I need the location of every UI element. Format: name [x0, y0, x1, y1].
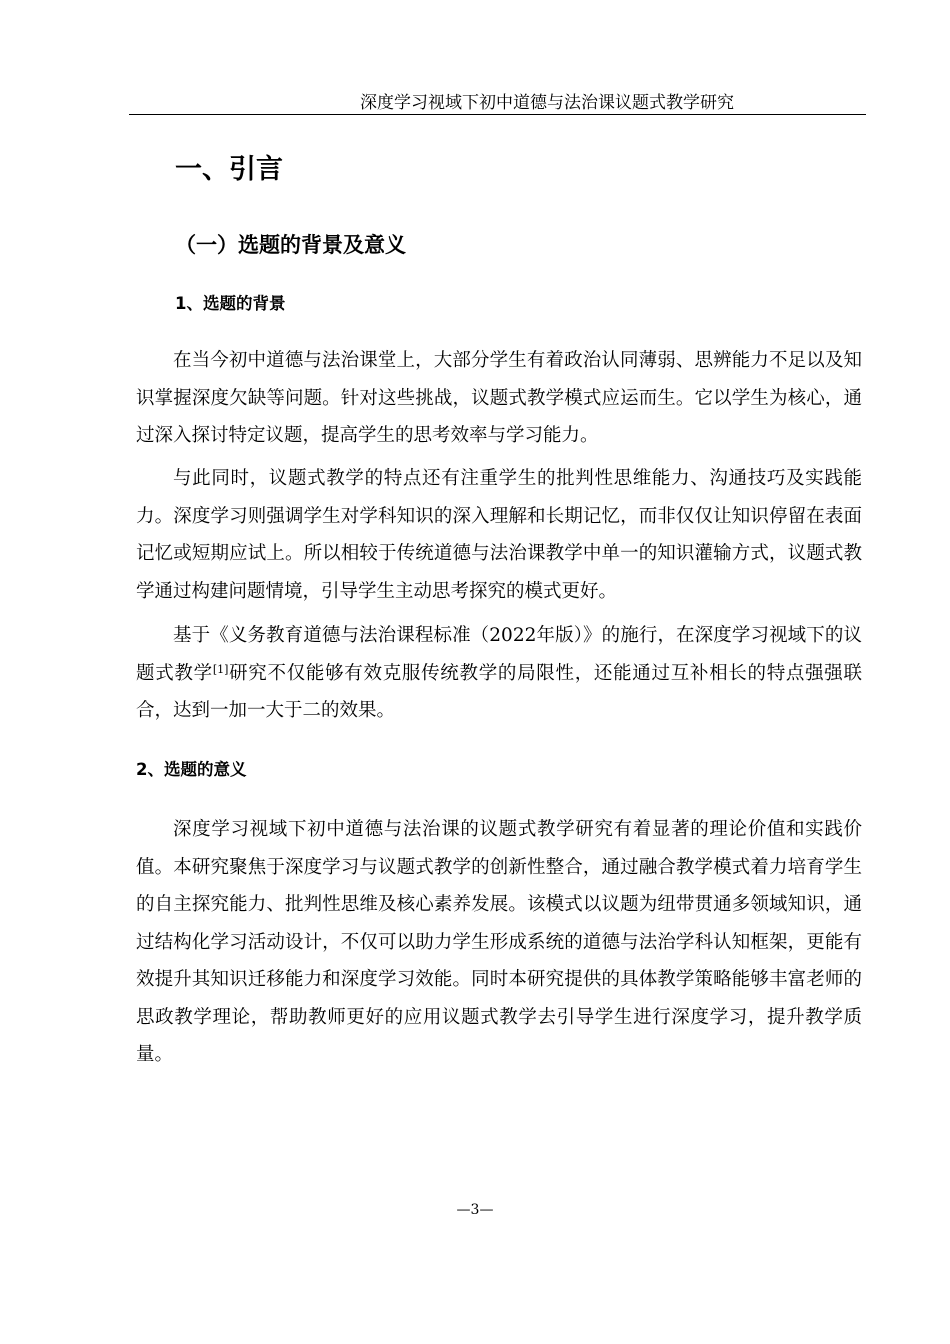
background-paragraph-2: 与此同时，议题式教学的特点还有注重学生的批判性思维能力、沟通技巧及实践能力。深度学习则强调学生对学科知识的深入理解和长期记忆，而非仅仅让知识停留在表面记忆或短期应试上。所以相较于传统道德与法治课教学中单一的知识灌输方式，议题式教学通过构建问题情境，引导学生主动思考探究的模式更好。: [136, 468, 862, 602]
background-paragraph-3: [136, 617, 862, 730]
significance-heading: 2、选题的意义: [136, 760, 247, 779]
page-number: —3—: [456, 1202, 494, 1218]
significance-paragraph: 深度学习视域下初中道德与法治课的议题式教学研究有着显著的理论价值和实践价值。本研究聚焦于深度学习与议题式教学的创新性整合，通过融合教学模式着力培育学生的自主探究能力、批判性思维及核心素养发展。该模式以议题为纽带贯通多领域知识，通过结构化学习活动设计，不仅可以助力学生形成系统的道德与法治学科认知框架，更能有效提升其知识迁移能力和深度学习效能。同时本研究提供的具体教学策略能够丰富老师的思政教学理论，帮助教师更好的应用议题式教学去引导学生进行深度学习，提升教学质量。: [136, 819, 862, 1065]
paragraph-text: 研究不仅能够有效克服传统教学的局限性，还能通过互补相长的特点强强联合，达到一加一大于二的效果。: [136, 662, 862, 721]
section-heading: 一、引言: [175, 154, 283, 185]
background-heading: 1、选题的背景: [175, 294, 286, 313]
paragraph-text: 基于《义务教育道德与法治课程标准（2022年版）》的施行，在深度学习视域下的议题式教学: [136, 625, 862, 684]
citation-reference: [1]: [212, 662, 229, 676]
running-header: [129, 91, 866, 115]
subsection-heading: （一）选题的背景及意义: [175, 233, 406, 257]
background-paragraph-1: 在当今初中道德与法治课堂上，大部分学生有着政治认同薄弱、思辨能力不足以及知识掌握深度欠缺等问题。针对这些挑战，议题式教学模式应运而生。它以学生为核心，通过深入探讨特定议题，提高学生的思考效率与学习能力。: [136, 350, 862, 446]
running-header-title: 深度学习视域下初中道德与法治课议题式教学研究: [360, 93, 734, 113]
